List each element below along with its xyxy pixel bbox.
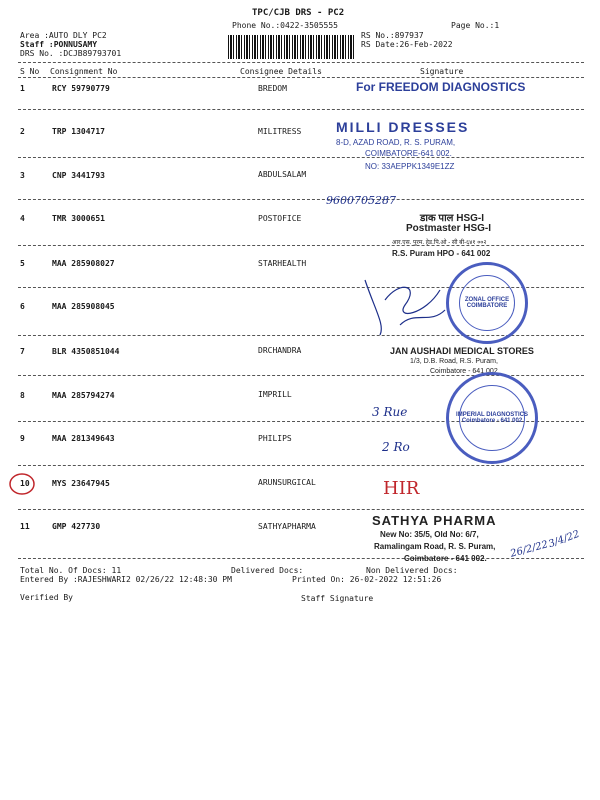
sathya-stamp-name: SATHYA PHARMA [372,513,497,528]
milli-stamp-name: MILLI DRESSES [336,119,470,135]
row-divider [18,509,584,510]
staff-label: Staff :PONNUSAMY [20,40,98,49]
row-sno: 9 [20,434,25,443]
row-divider [18,558,584,559]
row-sno: 11 [20,522,30,531]
rs-number: RS No.:897937 [361,31,424,40]
row-sno: 2 [20,127,25,136]
verified-by: Verified By [20,593,73,602]
post-hindi-stamp: डाक पाल HSG-I [420,213,485,224]
row-consignee: ARUNSURGICAL [258,478,316,487]
row-sno: 10 [20,479,30,488]
imperial-stamp-text: IMPERIAL DIAGNOSTICS Coimbatore - 641 002 [456,412,528,424]
phone-number: Phone No.:0422-3505555 [232,21,338,30]
rs-puram-stamp: R.S. Puram HPO - 641 002 [392,249,491,258]
row-sno: 8 [20,391,25,400]
row-consignment: GMP 427730 [52,522,101,531]
row-consignment: TMR 3000651 [52,214,105,223]
non-delivered-docs: Non Delivered Docs: [366,566,458,575]
row-consignee: DRCHANDRA [258,346,302,355]
rs-date: RS Date:26-Feb-2022 [361,40,453,49]
handwritten-date-1: 26/2/22 [509,539,550,560]
row-sno: 1 [20,84,25,93]
row-consignment: TRP 1304717 [52,127,105,136]
row-divider [18,109,584,110]
printed-on: Printed On: 26-02-2022 12:51:26 [292,575,442,584]
col-sno: S No [20,67,40,76]
gst-stamp: NO: 33AEPPK1349E1ZZ [365,162,455,171]
row8-signature: 3 Rue [372,405,408,419]
staff-signature: Staff Signature [301,594,374,603]
jan-aushadi-address: 1/3, D.B. Road, R.S. Puram, [410,358,498,365]
sathya-stamp-address3: Coimbatore - 641 002. [404,554,487,563]
col-consignee: Consignee Details [240,67,322,76]
page-number: Page No.:1 [451,21,500,30]
handwritten-date-2: 3/4/22 [547,528,582,551]
row-consignment: MAA 281349643 [52,434,115,443]
zonal-office-text: ZONAL OFFICE COIMBATORE [464,297,510,309]
row-divider [18,465,584,466]
document-title: TPC/CJB DRS - PC2 [252,8,345,18]
row-sno: 4 [20,214,25,223]
col-signature: Signature [420,67,464,76]
row-divider [18,245,584,246]
entered-by: Entered By :RAJESHWARI2 02/26/22 12:48:30 PM [20,575,232,584]
row-consignment: RCY 59790779 [52,84,110,93]
freedom-stamp: For FREEDOM DIAGNOSTICS [356,80,526,94]
row-sno: 7 [20,347,25,356]
row-consignment: CNP 3441793 [52,171,105,180]
imperial-round-stamp [446,372,538,464]
post-hindi-address: आर.एस. पुरम. हेड.पि.ओ - सी बी-६४१ ००२ [392,240,487,246]
area-label: Area :AUTO DLY PC2 [20,31,107,40]
row5-signature-scribble [345,270,455,340]
star-health-round-stamp [446,262,528,344]
row-consignee: STARHEALTH [258,259,307,268]
row-consignment: BLR 4350851044 [52,347,120,356]
jan-aushadi-city: Coimbatore - 641 002 [430,368,498,375]
row-sno: 6 [20,302,25,311]
row-consignment: MAA 285908045 [52,302,115,311]
row-consignee: SATHYAPHARMA [258,522,316,531]
postmaster-stamp: Postmaster HSG-I [406,223,492,234]
header-rule-bottom [18,77,584,78]
col-consignment: Consignment No [50,67,118,76]
sathya-stamp-address2: Ramalingam Road, R. S. Puram, [374,542,496,551]
drs-number: DRS No. :DCJB89793701 [20,49,122,58]
sathya-stamp-address1: New No: 35/5, Old No: 6/7, [380,530,479,539]
handwritten-phone: 9600705287 [326,194,396,207]
row-sno: 5 [20,259,25,268]
total-docs: Total No. Of Docs: 11 [20,566,122,575]
delivered-docs: Delivered Docs: [231,566,304,575]
row-consignee: BREDOM [258,84,287,93]
row-consignee: IMPRILL [258,390,292,399]
jan-aushadi-stamp: JAN AUSHADI MEDICAL STORES [390,346,534,356]
row-consignee: ABDULSALAM [258,170,307,179]
milli-stamp-city: COIMBATORE-641 002. [365,149,452,158]
row-divider [18,157,584,158]
row-consignment: MYS 23647945 [52,479,110,488]
row-consignee: POSTOFICE [258,214,302,223]
row-consignment: MAA 285908027 [52,259,115,268]
hir-handwriting: HIR [383,478,420,499]
row-divider [18,199,584,200]
row-consignment: MAA 285794274 [52,391,115,400]
row9-signature: 2 Ro [382,440,410,454]
row-consignee: MILITRESS [258,127,302,136]
row-consignee: PHILIPS [258,434,292,443]
milli-stamp-address: 8-D, AZAD ROAD, R. S. PURAM, [336,138,456,147]
header-rule-top [18,62,584,63]
barcode [228,35,356,59]
row-sno: 3 [20,171,25,180]
